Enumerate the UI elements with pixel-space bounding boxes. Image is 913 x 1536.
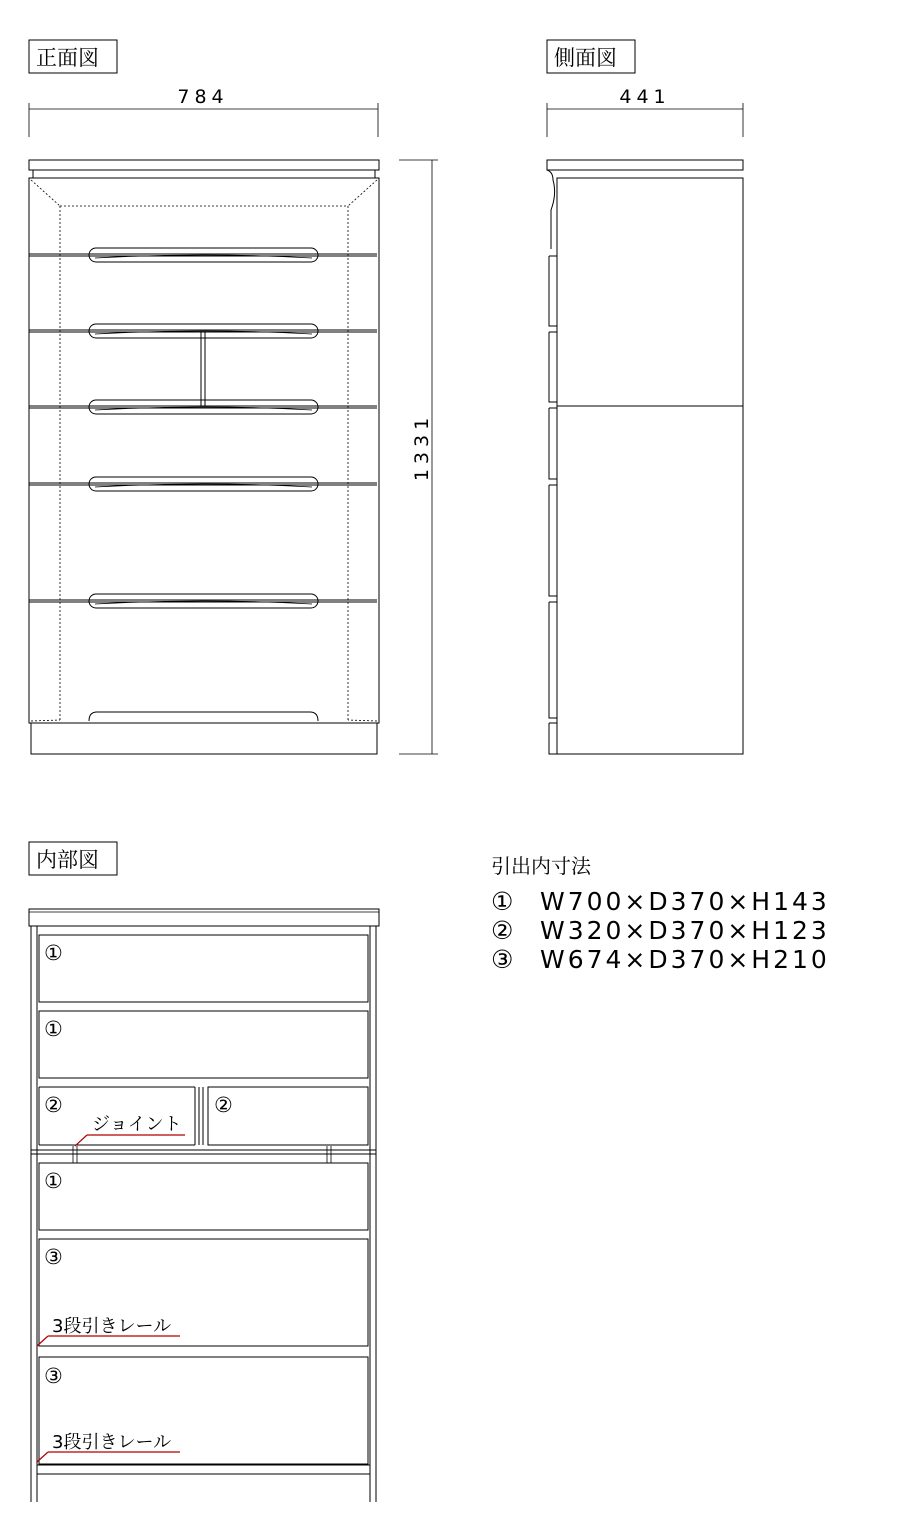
rail-label: 3段引きレール bbox=[52, 1316, 172, 1337]
drawer-box-5 bbox=[39, 1163, 368, 1230]
drawer-mark: ② bbox=[44, 1093, 63, 1117]
carcass bbox=[29, 178, 379, 723]
spec-dimension: W700×D370×H143 bbox=[540, 887, 830, 916]
drawer-mark: ① bbox=[44, 1017, 63, 1041]
drawer-box-2 bbox=[39, 1011, 368, 1078]
drawer-box-1 bbox=[39, 935, 368, 1002]
height-dimension bbox=[399, 160, 438, 754]
plinth bbox=[31, 723, 377, 754]
spec-mark: ① bbox=[491, 887, 517, 916]
drawer-mark: ③ bbox=[44, 1245, 63, 1269]
top-board bbox=[29, 160, 379, 170]
side-view bbox=[547, 40, 743, 754]
drawer-mark: ① bbox=[44, 941, 63, 965]
width-value: 784 bbox=[177, 86, 229, 108]
joint-label: ジョイント bbox=[92, 1114, 182, 1135]
interior-top-board bbox=[29, 909, 379, 926]
depth-dimension bbox=[547, 86, 743, 137]
interior-view bbox=[29, 842, 379, 1502]
depth-value: 441 bbox=[619, 86, 671, 108]
spec-mark: ③ bbox=[491, 945, 517, 974]
spec-title: 引出内寸法 bbox=[491, 854, 591, 878]
handle-6 bbox=[89, 712, 318, 721]
front-view bbox=[29, 40, 438, 754]
width-dimension bbox=[29, 86, 378, 137]
spec-mark: ② bbox=[491, 916, 517, 945]
drawer-mark: ③ bbox=[44, 1364, 63, 1388]
front-cabinet bbox=[29, 160, 379, 754]
front-view-label: 正面図 bbox=[36, 46, 99, 70]
rail-callout-2 bbox=[37, 1432, 180, 1462]
spec-dimension: W320×D370×H123 bbox=[540, 916, 830, 945]
spec-dimension: W674×D370×H210 bbox=[540, 945, 830, 974]
rail-callout-1 bbox=[37, 1316, 180, 1346]
side-view-label: 側面図 bbox=[554, 46, 617, 70]
interior-cabinet bbox=[29, 909, 379, 1502]
joint-callout bbox=[75, 1114, 185, 1146]
drawer-inner-dimensions bbox=[491, 854, 830, 974]
drawer-mark: ② bbox=[214, 1093, 233, 1117]
rail-label: 3段引きレール bbox=[52, 1432, 172, 1453]
height-value: 1331 bbox=[411, 412, 433, 482]
drawer-mark: ① bbox=[44, 1169, 63, 1193]
side-cabinet bbox=[547, 160, 743, 754]
interior-view-label: 内部図 bbox=[36, 848, 99, 872]
